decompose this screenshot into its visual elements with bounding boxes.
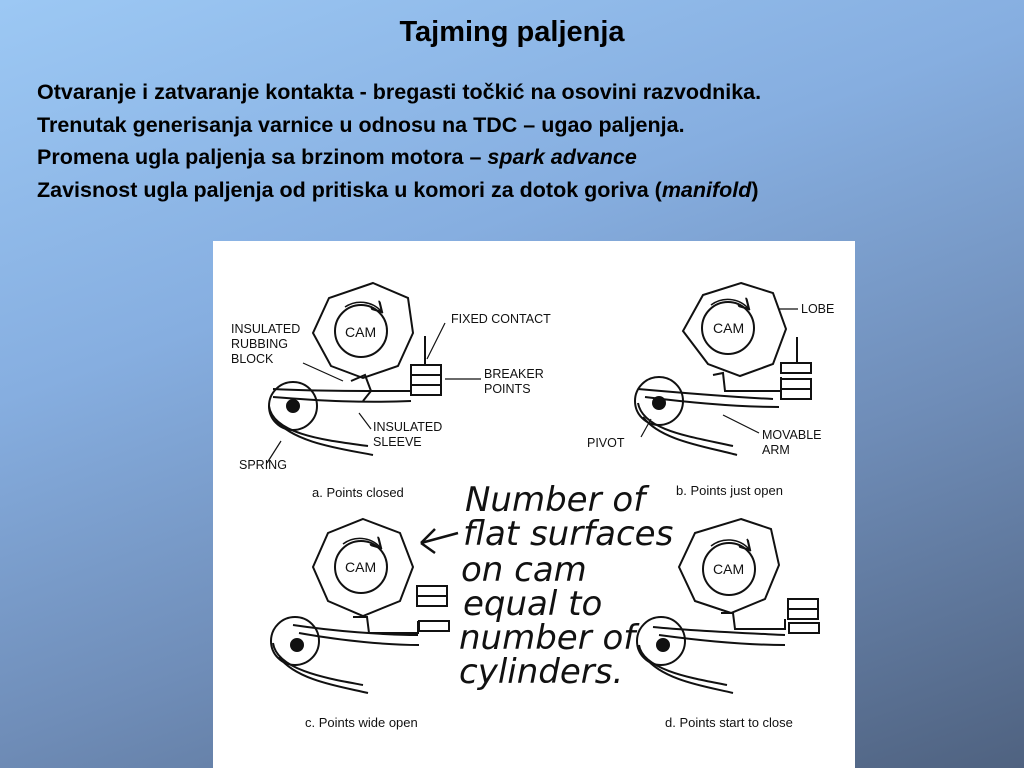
breaker-points-label: BREAKER POINTS <box>484 367 544 396</box>
cam-label-d: CAM <box>713 561 745 577</box>
spark-advance-term: spark advance <box>487 145 637 169</box>
bullet-line-1: Otvaranje i zatvaranje kontakta - bregasti točkić na osovini razvodnika. <box>37 80 762 104</box>
breaker-points-figure <box>213 241 855 768</box>
caption-b: b. Points just open <box>676 483 783 498</box>
caption-a: a. Points closed <box>312 485 404 500</box>
lobe-label: LOBE <box>801 302 835 316</box>
spring-label: SPRING <box>239 458 287 472</box>
bullet-line-3: Promena ugla paljenja sa brzinom motora – spark advance <box>37 145 637 169</box>
bullet-list <box>37 76 1007 206</box>
insulated-rubbing-block-label: INSULATED RUBBING BLOCK <box>231 322 301 366</box>
bullet-line-2: Trenutak generisanja varnice u odnosu na TDC – ugao paljenja. <box>37 112 685 137</box>
handwritten-note: Number of flat surfaces on cam equal to number of cylinders. <box>459 480 674 692</box>
manifold-term: manifold <box>661 177 752 202</box>
movable-arm-label: MOVABLE ARM <box>762 428 822 457</box>
pivot-label: PIVOT <box>587 436 625 450</box>
caption-d: d. Points start to close <box>665 715 793 730</box>
slide-title: Tajming paljenja <box>399 16 625 48</box>
fixed-contact-label: FIXED CONTACT <box>451 312 551 326</box>
bullet-line-4: Zavisnost ugla paljenja od pritiska u komori za dotok goriva (manifold) <box>37 177 759 202</box>
cam-label-a: CAM <box>345 324 377 340</box>
cam-label-b: CAM <box>713 320 745 336</box>
caption-c: c. Points wide open <box>305 715 418 730</box>
cam-label-c: CAM <box>345 559 377 575</box>
insulated-sleeve-label: INSULATED SLEEVE <box>373 420 443 449</box>
annotation-arrow <box>421 529 458 553</box>
